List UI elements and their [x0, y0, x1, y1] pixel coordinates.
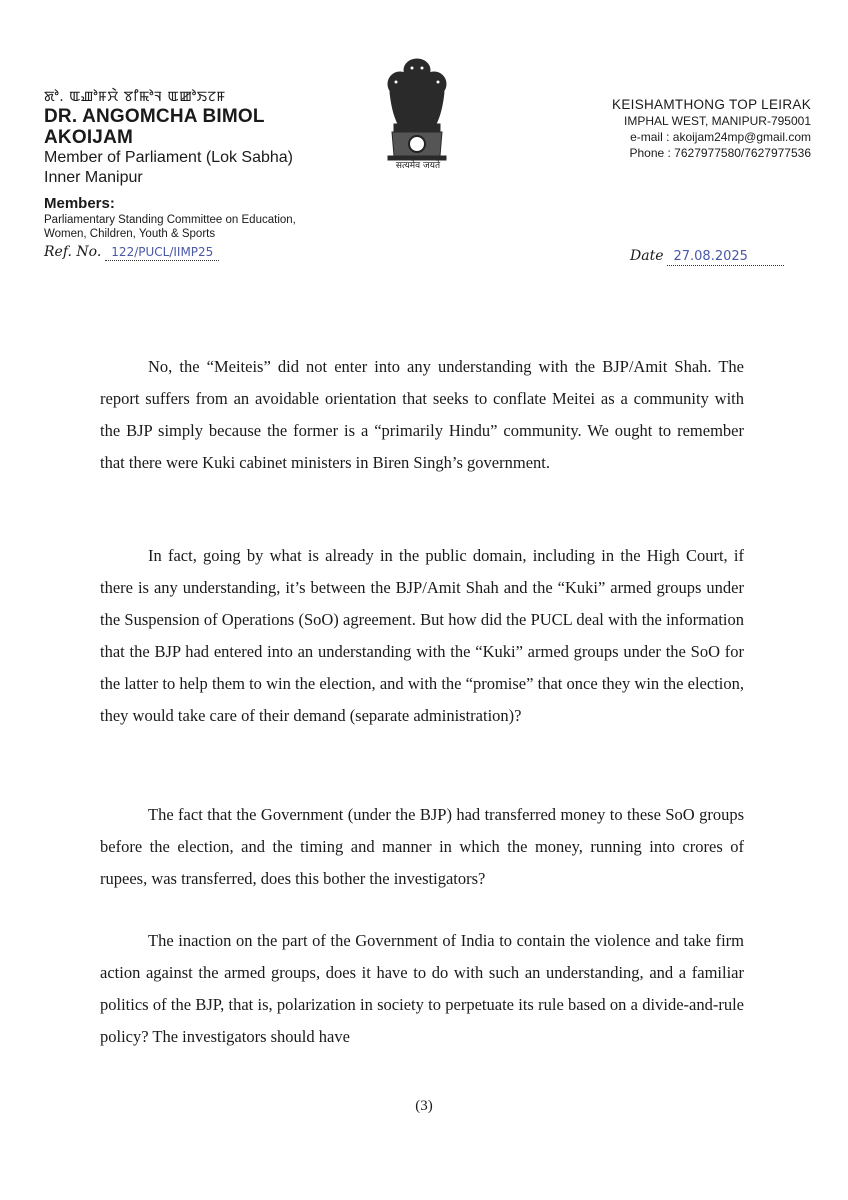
paragraph-4: The inaction on the part of the Government of India to contain the violence and take firm action against the armed groups, does it have to do with such an understanding, and a familiar politics of the BJP, that is, polarization in society to perpetuate its rule based on a divide-and-rule policy? The investigators should have: [100, 931, 744, 1046]
reference-label: Ref. No.: [44, 244, 102, 260]
email: e-mail : akoijam24mp@gmail.com: [630, 130, 811, 144]
address-line-1: KEISHAMTHONG TOP LEIRAK: [612, 97, 811, 112]
address-line-2: IMPHAL WEST, MANIPUR-795001: [624, 114, 811, 128]
page-number: (3): [415, 1098, 433, 1114]
letterhead-left: [44, 88, 344, 241]
designation: Member of Parliament (Lok Sabha): [44, 149, 293, 166]
reference-value: 122/PUCL/IIMP25: [105, 245, 219, 261]
phone: Phone : 7627977580/7627977536: [629, 146, 811, 160]
committee-line-2: Women, Children, Youth & Sports: [44, 228, 216, 240]
emblem-motto: सत्यमेव जयते: [395, 161, 441, 171]
name-native-script: ꯗꯣ. ꯑꯉꯣꯝꯆꯥ ꯕꯤꯃꯣꯜ ꯑꯀꯣꯏꯖꯝ: [44, 89, 226, 105]
mp-name: DR. ANGOMCHA BIMOL AKOIJAM: [44, 106, 265, 148]
constituency: Inner Manipur: [44, 169, 143, 186]
paragraph-2: In fact, going by what is already in the public domain, including in the High Court, if there is any understanding, it’s between the BJP/Amit Shah and the “Kuki” armed groups under the Suspension of Operations (SoO) agreement. But how did the PUCL deal with the information that the BJP had entered into an understanding with the “Kuki” armed groups under the SoO for the latter to help them to win the election, and with the “promise” that once they win the election, they would take care of their demand (separate administration)?: [100, 546, 744, 725]
reference-number: [44, 244, 219, 260]
date-label: Date: [630, 248, 664, 264]
paragraph-1: No, the “Meiteis” did not enter into any understanding with the BJP/Amit Shah. The report suffers from an avoidable orientation that seeks to conflate Meitei as a community with the BJP simply because the former is a “primarily Hindu” community. We ought to remember that there were Kuki cabinet ministers in Biren Singh’s government.: [100, 357, 744, 472]
letterhead-right: [612, 96, 811, 161]
date-value: 27.08.2025: [667, 249, 783, 266]
date: [630, 248, 784, 264]
paragraph-3: The fact that the Government (under the BJP) had transferred money to these SoO groups before the election, and the timing and manner in which the money, running into crores of rupees, was transferred, does this bother the investigators?: [100, 805, 744, 888]
members-label: Members:: [44, 195, 115, 212]
committee-line-1: Parliamentary Standing Committee on Education,: [44, 214, 296, 226]
